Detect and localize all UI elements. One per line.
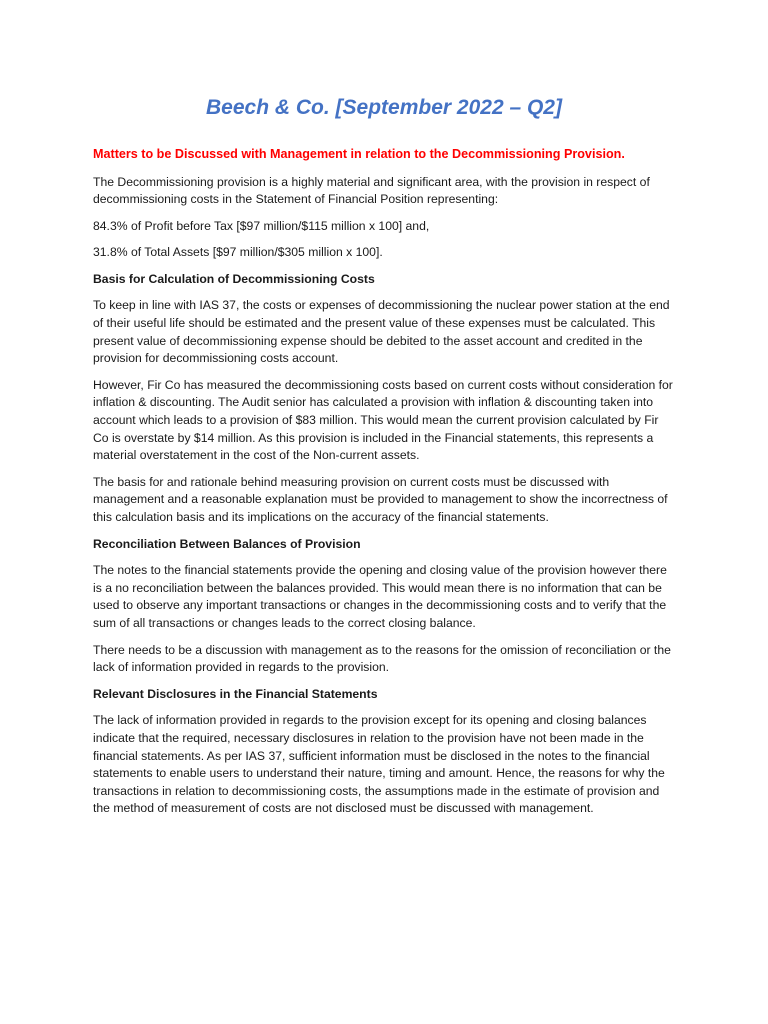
- disclosures-paragraph-1: The lack of information provided in regards to the provision except for its opening and closing balances indicate that the required, necessary disclosures in relation to the provision have not been made in the financial statements. As per IAS 37, sufficient information must be disclosed in the notes to the financial statements to enable users to understand their nature, timing and amount. Hence, the reasons for why the transactions in relation to decommissioning costs, the assumptions made in the estimate of provision and the method of measurement of costs are not disclosed must be discussed with management.: [93, 713, 665, 816]
- intro-paragraph: The Decommissioning provision is a highly material and significant area, with the provision in respect of decommissioning costs in the Statement of Financial Position representing:: [93, 174, 650, 207]
- assets-ratio-line: 31.8% of Total Assets [$97 million/$305 million x 100].: [93, 245, 383, 260]
- section-heading-reconciliation: Reconciliation Between Balances of Provision: [93, 536, 361, 551]
- basis-paragraph-1: To keep in line with IAS 37, the costs or expenses of decommissioning the nuclear power station at the end of their useful life should be estimated and the present value of these expenses must be calculated. This present value of decommissioning expense should be debited to the asset account and credited in the provision for decommissioning costs account.: [93, 298, 670, 366]
- profit-ratio-line: 84.3% of Profit before Tax [$97 million/$115 million x 100] and,: [93, 218, 430, 233]
- reconciliation-paragraph-2: There needs to be a discussion with management as to the reasons for the omission of reconciliation or the lack of information provided in regards to the provision.: [93, 642, 671, 675]
- basis-paragraph-3: The basis for and rationale behind measuring provision on current costs must be discussed with management and a reasonable explanation must be provided to management to show the incorrectness of this calculation basis and its implications on the accuracy of the financial statements.: [93, 474, 668, 524]
- document-subtitle: Matters to be Discussed with Management in relation to the Decommissioning Provision.: [93, 147, 625, 161]
- reconciliation-paragraph-1: The notes to the financial statements provide the opening and closing value of the provision however there is a no reconciliation between the balances provided. This would mean there is no information that can be used to observe any important transactions or changes in the decommissioning costs and to verify that the sum of all transactions or changes leads to the correct closing balance.: [93, 563, 667, 630]
- document-title: Beech & Co. [September 2022 – Q2]: [206, 96, 562, 119]
- section-heading-basis: Basis for Calculation of Decommissioning Costs: [93, 271, 375, 286]
- section-heading-disclosures: Relevant Disclosures in the Financial Statements: [93, 686, 378, 701]
- document-body: [93, 146, 677, 827]
- basis-paragraph-2: However, Fir Co has measured the decommissioning costs based on current costs without consideration for inflation & discounting. The Audit senior has calculated a provision with inflation & discounting taken into account which leads to a provision of $83 million. This would mean the current provision calculated by Fir Co is overstate by $14 million. As this provision is included in the Financial statements, this represents a material overstatement in the cost of the Non-current assets.: [93, 377, 673, 463]
